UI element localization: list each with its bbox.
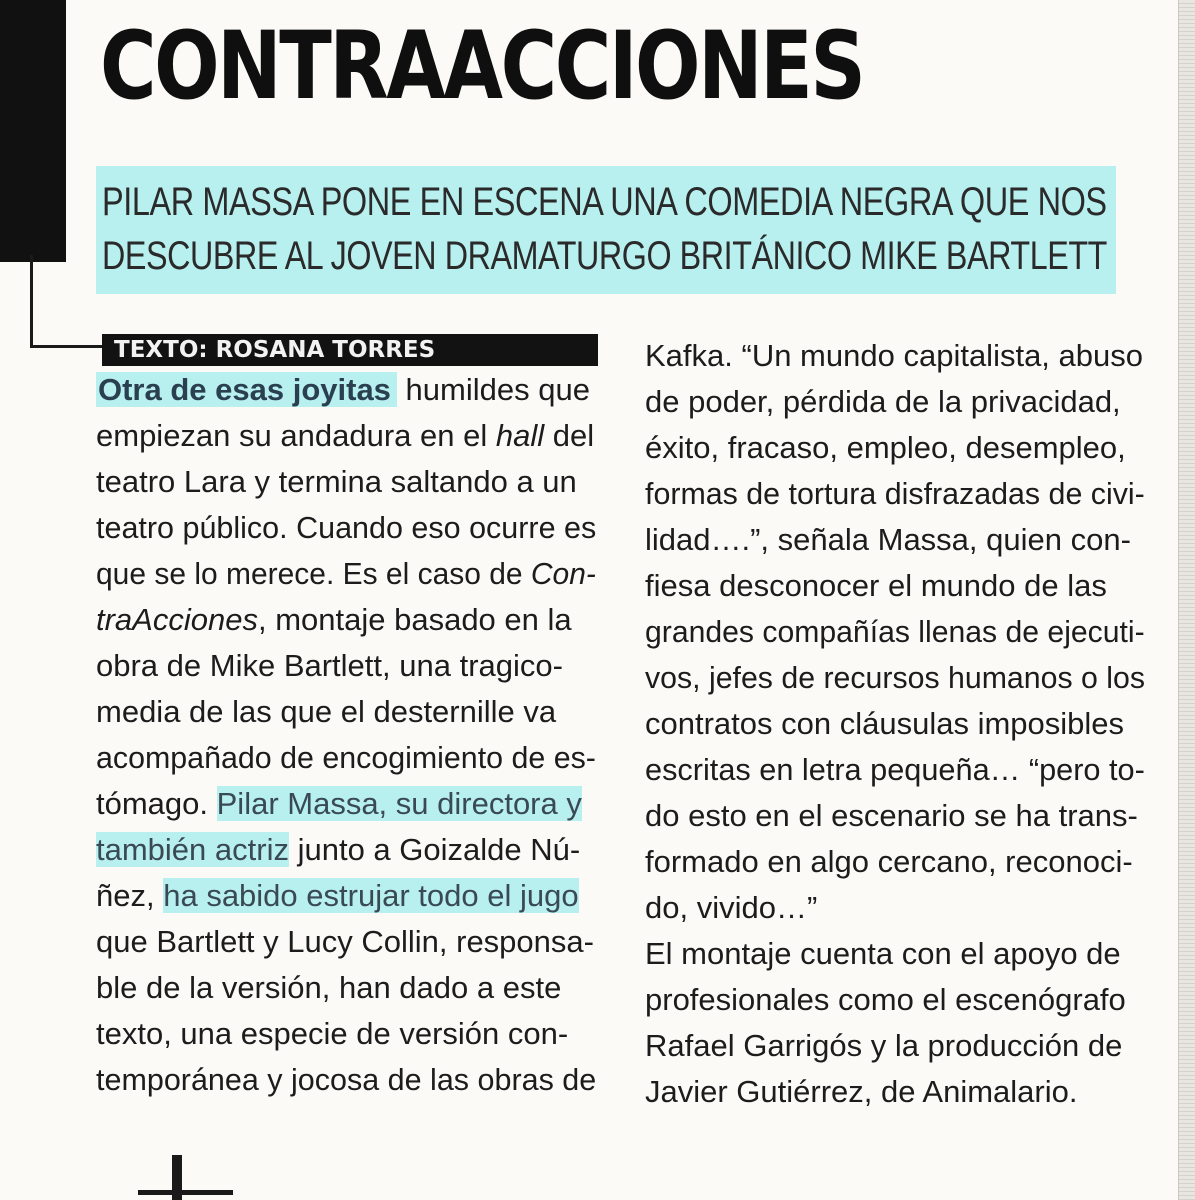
highlight-phrase: ha sabido estrujar todo el jugo — [163, 878, 579, 913]
text-line: éxito, fracaso, empleo, desempleo, — [645, 430, 1126, 465]
text-line: formas de tortura disfrazadas de civi- — [645, 476, 1145, 511]
italic-word: traAcciones — [96, 602, 258, 637]
text-line: do, vivido…” — [645, 890, 818, 925]
leader-line-vertical — [30, 255, 33, 347]
text-line: do esto en el escenario se ha trans- — [645, 798, 1138, 833]
text-line: que Bartlett y Lucy Collin, responsa- — [96, 924, 594, 959]
highlight-phrase: también actriz — [96, 832, 289, 867]
text-line — [96, 828, 580, 872]
text-line: teatro Lara y termina saltando a un — [96, 464, 577, 499]
text-line — [96, 782, 582, 826]
subheadline-line-1: PILAR MASSA PONE EN ESCENA UNA COMEDIA NEGRA QUE NOS — [102, 180, 1107, 224]
leader-line-horizontal — [30, 345, 102, 348]
text-fragment: que se lo merece. Es el caso de — [96, 556, 531, 591]
subheadline-line-2: DESCUBRE AL JOVEN DRAMATURGO BRITÁNICO MIKE BARTLETT — [102, 234, 1107, 278]
text-line — [96, 598, 572, 642]
text-fragment: humildes que — [396, 372, 590, 407]
text-line: escritas en letra pequeña… “pero to- — [645, 752, 1145, 787]
crop-mark-horizontal — [138, 1190, 233, 1195]
text-line: temporánea y jocosa de las obras de — [96, 1062, 597, 1097]
text-fragment: empiezan su andadura en el — [96, 418, 496, 453]
text-line: Kafka. “Un mundo capitalista, abuso — [645, 338, 1143, 373]
italic-word: hall — [495, 418, 545, 453]
text-line: formado en algo cercano, reconoci- — [645, 844, 1133, 879]
text-line: media de las que el desternille va — [96, 694, 557, 729]
text-line: texto, una especie de versión con- — [96, 1016, 569, 1051]
text-line: Javier Gutiérrez, de Animalario. — [645, 1074, 1078, 1109]
italic-word: Con- — [530, 556, 596, 591]
text-line: ble de la versión, han dado a este — [96, 970, 562, 1005]
text-line — [96, 368, 590, 412]
text-fragment: ñez, — [96, 878, 164, 913]
text-line: contratos con cláusulas imposibles — [645, 706, 1125, 741]
text-line — [96, 552, 596, 596]
text-line: Rafael Garrigós y la producción de — [645, 1028, 1123, 1063]
text-line: grandes compañías llenas de ejecuti- — [645, 614, 1145, 649]
subheadline-highlight — [96, 166, 1116, 294]
text-line — [96, 874, 579, 918]
headline: CONTRAACCIONES — [100, 12, 864, 121]
text-fragment: junto a Goizalde Nú- — [288, 832, 581, 867]
byline: TEXTO: ROSANA TORRES — [102, 334, 598, 366]
text-line: vos, jefes de recursos humanos o los — [645, 660, 1145, 695]
highlight-lead: Otra de esas joyitas — [96, 372, 397, 407]
text-line: lidad….”, señala Massa, quien con- — [645, 522, 1131, 557]
text-line — [96, 414, 594, 458]
text-line: de poder, pérdida de la privacidad, — [645, 384, 1121, 419]
text-line: profesionales como el escenógrafo — [645, 982, 1126, 1017]
left-black-bar — [0, 0, 66, 262]
adjacent-page-edge — [1178, 0, 1195, 1200]
text-fragment: tómago. — [96, 786, 217, 821]
text-fragment: del — [544, 418, 595, 453]
text-line: El montaje cuenta con el apoyo de — [645, 936, 1121, 971]
text-line: acompañado de encogimiento de es- — [96, 740, 596, 775]
text-line: fiesa desconocer el mundo de las — [645, 568, 1107, 603]
text-line: obra de Mike Bartlett, una tragico- — [96, 648, 563, 683]
text-fragment: , montaje basado en la — [257, 602, 572, 637]
highlight-phrase: Pilar Massa, su directora y — [216, 786, 582, 821]
text-line: teatro público. Cuando eso ocurre es — [96, 510, 597, 545]
